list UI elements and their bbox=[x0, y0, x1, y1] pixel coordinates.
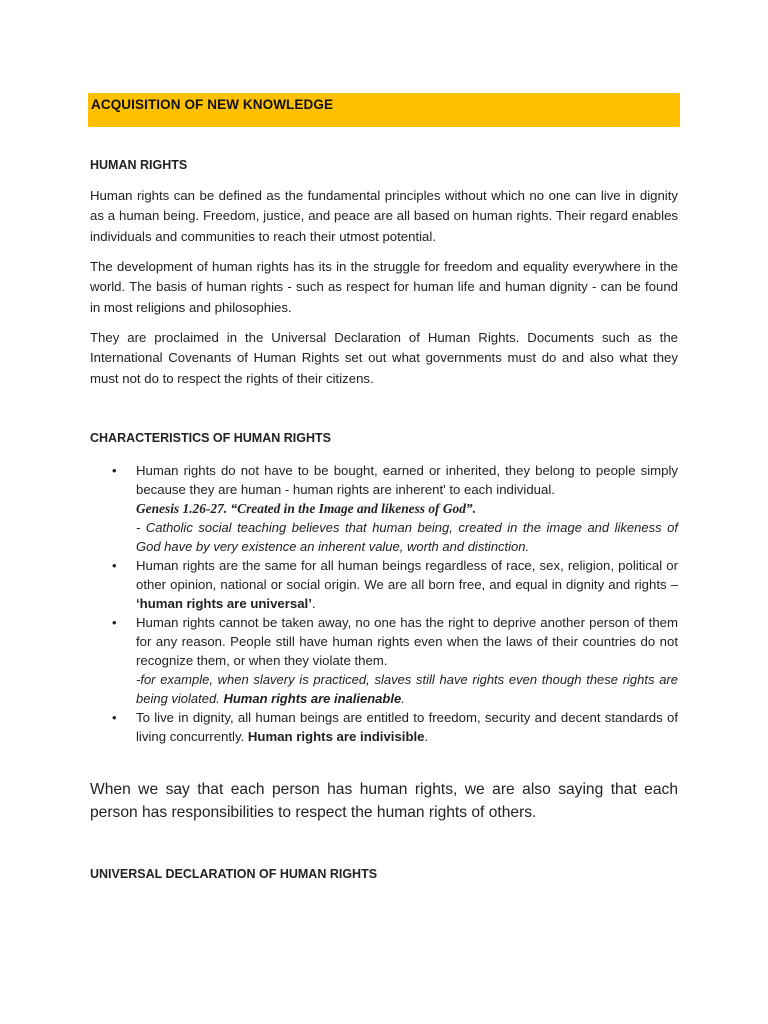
paragraph-declaration: They are proclaimed in the Universal Declaration of Human Rights. Documents such as the International Covenants of Human Rights set out what governments must do and also what they must not do to respect the rights of their citizens. bbox=[90, 330, 678, 386]
section-banner bbox=[88, 93, 680, 127]
bullet-emphasis: Human rights are indivisible bbox=[247, 729, 425, 744]
bullet-text: Human rights cannot be taken away, no one has the right to deprive another person of them for any reason. People still have human rights even when the laws of their countries do not recognize them, or when they violate them. bbox=[136, 615, 678, 668]
banner-title: ACQUISITION OF NEW KNOWLEDGE bbox=[91, 97, 334, 112]
bible-reference: Genesis 1.26-27. “Created in the Image and likeness of God”. bbox=[136, 501, 476, 516]
heading-characteristics: CHARACTERISTICS OF HUMAN RIGHTS bbox=[90, 431, 331, 445]
list-item bbox=[90, 461, 678, 556]
heading-universal-declaration: UNIVERSAL DECLARATION OF HUMAN RIGHTS bbox=[90, 867, 378, 881]
bullet-note: -for example, when slavery is practiced, slaves still have rights even though these rights are being violated. bbox=[136, 672, 678, 706]
bullet-tail: . bbox=[311, 596, 316, 611]
list-item bbox=[90, 708, 678, 746]
bullet-marker: • bbox=[112, 558, 117, 573]
bullet-marker: • bbox=[112, 463, 117, 478]
list-item bbox=[90, 613, 678, 708]
paragraph-development: The development of human rights has its in the struggle for freedom and equality everywhere in the world. The basis of human rights - such as respect for human life and human dignity - can be found in most religions and philosophies. bbox=[90, 259, 678, 315]
characteristics-list bbox=[90, 461, 678, 746]
bullet-tail: . bbox=[424, 729, 429, 744]
bullet-text: Human rights are the same for all human beings regardless of race, sex, religion, political or other opinion, national or social origin. We are all born free, and equal in dignity and rights – bbox=[136, 558, 678, 592]
bullet-emphasis: Human rights are inalienable bbox=[223, 691, 402, 706]
bullet-marker: • bbox=[112, 710, 117, 725]
list-item bbox=[90, 556, 678, 613]
bullet-note: - Catholic social teaching believes that human being, created in the image and likeness of God have by very existence an inherent value, worth and distinction. bbox=[136, 520, 678, 554]
bullet-text: To live in dignity, all human beings are entitled to freedom, security and decent standards of living concurrently. bbox=[136, 710, 678, 744]
bullet-emphasis: ‘human rights are universal’ bbox=[136, 596, 312, 611]
bullet-note-wrapper bbox=[136, 670, 678, 708]
bullet-text: Human rights do not have to be bought, earned or inherited, they belong to people simply because they are human - human rights are inherent' to each individual. bbox=[136, 463, 678, 497]
heading-human-rights: HUMAN RIGHTS bbox=[90, 158, 188, 172]
bullet-tail: . bbox=[401, 691, 405, 706]
bullet-marker: • bbox=[112, 615, 117, 630]
paragraph-definition: Human rights can be defined as the fundamental principles without which no one can live in dignity as a human being. Freedom, justice, and peace are all based on human rights. Their regard enables individuals and communities to reach their utmost potential. bbox=[90, 188, 678, 244]
closing-statement: When we say that each person has human rights, we are also saying that each person has responsibilities to respect the human rights of others. bbox=[90, 781, 678, 821]
